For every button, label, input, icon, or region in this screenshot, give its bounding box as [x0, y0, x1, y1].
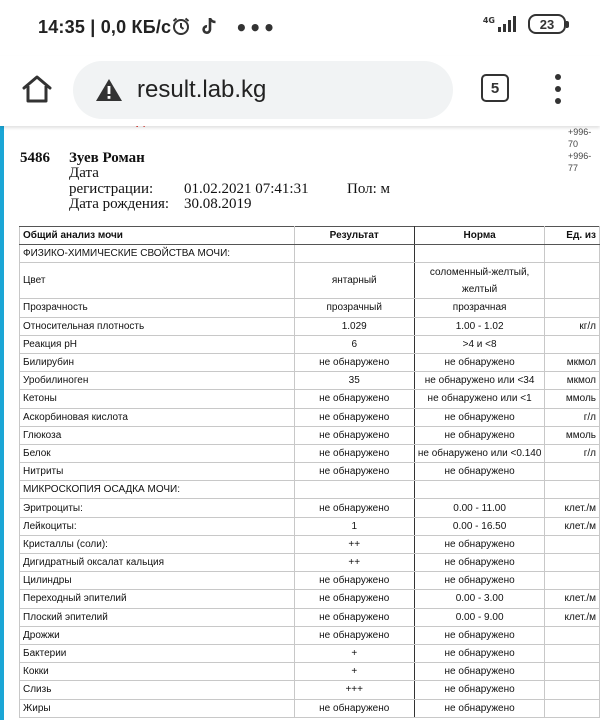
table-header-row [20, 227, 600, 245]
table-row [20, 299, 600, 317]
result-cell: + [294, 644, 414, 662]
test-name-cell: Прозрачность [20, 299, 295, 317]
table-row [20, 699, 600, 717]
norm-cell: >4 и <8 [414, 335, 545, 353]
test-name-cell: Слизь [20, 681, 295, 699]
page-content [0, 126, 600, 720]
table-row [20, 517, 600, 535]
unit-cell [545, 681, 600, 699]
unit-cell [545, 335, 600, 353]
test-name-cell: Кетоны [20, 390, 295, 408]
unit-cell [545, 463, 600, 481]
result-cell [294, 481, 414, 499]
norm-cell: не обнаружено [414, 644, 545, 662]
status-notification-icons [171, 16, 276, 40]
not-secure-warning-icon[interactable] [95, 78, 123, 106]
home-button[interactable] [17, 69, 57, 109]
unit-cell [545, 245, 600, 263]
table-row [20, 408, 600, 426]
test-name-cell: Белок [20, 444, 295, 462]
table-row [20, 390, 600, 408]
result-cell: 1 [294, 517, 414, 535]
result-cell: не обнаружено [294, 572, 414, 590]
birth-date: 30.08.2019 [184, 196, 252, 212]
test-name-cell: Глюкоза [20, 426, 295, 444]
table-row [20, 245, 600, 263]
menu-dot [555, 86, 561, 92]
table-row [20, 572, 600, 590]
result-cell: не обнаружено [294, 426, 414, 444]
test-name-cell: Цвет [20, 263, 295, 299]
status-net-speed: 0,0 КБ/с [100, 17, 172, 37]
test-name-cell: Переходный эпителий [20, 590, 295, 608]
registration-label-line1: Дата [69, 165, 99, 181]
table-row [20, 372, 600, 390]
test-name-cell: Относительная плотность [20, 317, 295, 335]
table-row [20, 335, 600, 353]
table-row [20, 317, 600, 335]
norm-cell: 0.00 - 16.50 [414, 517, 545, 535]
result-cell: не обнаружено [294, 499, 414, 517]
unit-cell [545, 626, 600, 644]
norm-cell: не обнаружено или <0.140 [414, 444, 545, 462]
table-row [20, 263, 600, 299]
test-name-cell: Бактерии [20, 644, 295, 662]
unit-cell [545, 699, 600, 717]
status-time: 14:35 [38, 17, 86, 37]
norm-cell: не обнаружено или <1 [414, 390, 545, 408]
test-name-cell: Дрожжи [20, 626, 295, 644]
result-cell: прозрачный [294, 299, 414, 317]
test-name-cell: Дигидратный оксалат кальция [20, 554, 295, 572]
network-type-label: 4G [482, 16, 495, 25]
status-system-icons [483, 14, 566, 34]
table-row [20, 681, 600, 699]
unit-cell: мкмол [545, 353, 600, 371]
table-row [20, 554, 600, 572]
table-row [20, 499, 600, 517]
status-time-and-speed [38, 17, 171, 38]
result-cell: не обнаружено [294, 408, 414, 426]
table-row [20, 626, 600, 644]
battery-level: 23 [539, 16, 555, 32]
column-header-test: Общий анализ мочи [20, 227, 295, 245]
test-name-cell: Жиры [20, 699, 295, 717]
table-row [20, 535, 600, 553]
unit-cell: ммоль [545, 426, 600, 444]
norm-cell: 0.00 - 11.00 [414, 499, 545, 517]
table-row [20, 608, 600, 626]
unit-cell: клет./м [545, 499, 600, 517]
table-row [20, 590, 600, 608]
patient-id: 5486 [20, 150, 50, 166]
patient-name: Зуев Роман [69, 150, 145, 166]
urinalysis-results-table [19, 226, 600, 718]
tab-switcher-button[interactable] [481, 74, 509, 102]
tab-count: 5 [490, 79, 500, 97]
column-header-unit: Ед. из [545, 227, 600, 245]
result-cell [294, 245, 414, 263]
battery-icon [528, 14, 566, 34]
patient-sex: Пол: м [347, 181, 391, 197]
norm-cell [414, 245, 545, 263]
result-cell: не обнаружено [294, 699, 414, 717]
test-name-cell: Нитриты [20, 463, 295, 481]
unit-cell: ммоль [545, 390, 600, 408]
phone-number: +996-70 [568, 127, 592, 149]
test-name-cell: ФИЗИКО-ХИМИЧЕСКИЕ СВОЙСТВА МОЧИ: [20, 245, 295, 263]
test-name-cell: Цилиндры [20, 572, 295, 590]
norm-cell: не обнаружено [414, 554, 545, 572]
test-name-cell: Уробилиноген [20, 372, 295, 390]
result-cell: не обнаружено [294, 353, 414, 371]
birth-date-label: Дата рождения: [69, 196, 170, 212]
test-name-cell: Лейкоциты: [20, 517, 295, 535]
unit-cell: клет./м [545, 590, 600, 608]
unit-cell [545, 554, 600, 572]
unit-cell [545, 535, 600, 553]
norm-cell: не обнаружено [414, 353, 545, 371]
column-header-norm: Норма [414, 227, 545, 245]
test-name-cell: МИКРОСКОПИЯ ОСАДКА МОЧИ: [20, 481, 295, 499]
result-cell: не обнаружено [294, 608, 414, 626]
table-row [20, 644, 600, 662]
norm-cell: прозрачная [414, 299, 545, 317]
unit-cell [545, 263, 600, 299]
result-cell: не обнаружено [294, 626, 414, 644]
table-row [20, 353, 600, 371]
norm-cell: не обнаружено [414, 463, 545, 481]
result-cell: не обнаружено [294, 390, 414, 408]
norm-cell: не обнаружено или <34 [414, 372, 545, 390]
test-name-cell: Аскорбиновая кислота [20, 408, 295, 426]
norm-cell: не обнаружено [414, 626, 545, 644]
norm-cell: 0.00 - 9.00 [414, 608, 545, 626]
menu-dot [555, 98, 561, 104]
test-name-cell: Кристаллы (соли): [20, 535, 295, 553]
table-row [20, 444, 600, 462]
browser-menu-button[interactable] [548, 72, 568, 106]
signal-icon [483, 16, 518, 32]
result-cell: 35 [294, 372, 414, 390]
registration-label-line2: регистрации: [69, 181, 154, 197]
url-text[interactable]: result.lab.kg [137, 76, 267, 103]
contact-phones [568, 126, 600, 174]
phone-number: +996-77 [568, 151, 592, 173]
unit-cell [545, 644, 600, 662]
result-cell: не обнаружено [294, 590, 414, 608]
result-cell: не обнаружено [294, 444, 414, 462]
result-cell: 1.029 [294, 317, 414, 335]
table-row [20, 481, 600, 499]
test-name-cell: Плоский эпителий [20, 608, 295, 626]
norm-cell: 0.00 - 3.00 [414, 590, 545, 608]
status-bar [0, 0, 600, 56]
result-cell: + [294, 663, 414, 681]
test-name-cell: Кокки [20, 663, 295, 681]
more-notifications-icon: ••• [235, 16, 277, 40]
result-cell: 6 [294, 335, 414, 353]
norm-cell: 1.00 - 1.02 [414, 317, 545, 335]
tiktok-icon [201, 16, 219, 40]
norm-cell: не обнаружено [414, 699, 545, 717]
norm-cell [414, 481, 545, 499]
norm-cell: не обнаружено [414, 681, 545, 699]
norm-cell: не обнаружено [414, 572, 545, 590]
unit-cell: г/л [545, 444, 600, 462]
menu-dot [555, 74, 561, 80]
unit-cell: кг/л [545, 317, 600, 335]
test-name-cell: Реакция рН [20, 335, 295, 353]
result-cell: ++ [294, 554, 414, 572]
table-row [20, 426, 600, 444]
norm-text: соломенный-желтый, желтый [429, 266, 530, 295]
browser-toolbar [0, 56, 600, 126]
norm-cell: не обнаружено [414, 408, 545, 426]
home-icon [21, 74, 53, 104]
norm-cell: не обнаружено [414, 535, 545, 553]
unit-cell: клет./м [545, 608, 600, 626]
unit-cell: клет./м [545, 517, 600, 535]
test-name-cell: Эритроциты: [20, 499, 295, 517]
norm-cell: не обнаружено [414, 663, 545, 681]
unit-cell [545, 299, 600, 317]
table-row [20, 463, 600, 481]
address-bar[interactable] [73, 61, 453, 119]
result-cell: +++ [294, 681, 414, 699]
unit-cell: г/л [545, 408, 600, 426]
alarm-clock-icon [171, 16, 191, 40]
unit-cell: мкмол [545, 372, 600, 390]
unit-cell [545, 572, 600, 590]
norm-cell: не обнаружено [414, 426, 545, 444]
test-name-cell: Билирубин [20, 353, 295, 371]
column-header-result: Результат [294, 227, 414, 245]
result-cell: ++ [294, 535, 414, 553]
norm-cell [414, 263, 545, 299]
table-body [20, 245, 600, 718]
result-cell: не обнаружено [294, 463, 414, 481]
unit-cell [545, 481, 600, 499]
registration-date: 01.02.2021 07:41:31 [184, 181, 309, 197]
status-separator: | [90, 17, 101, 37]
table-row [20, 663, 600, 681]
result-cell: янтарный [294, 263, 414, 299]
unit-cell [545, 663, 600, 681]
accent-bar [0, 126, 4, 720]
